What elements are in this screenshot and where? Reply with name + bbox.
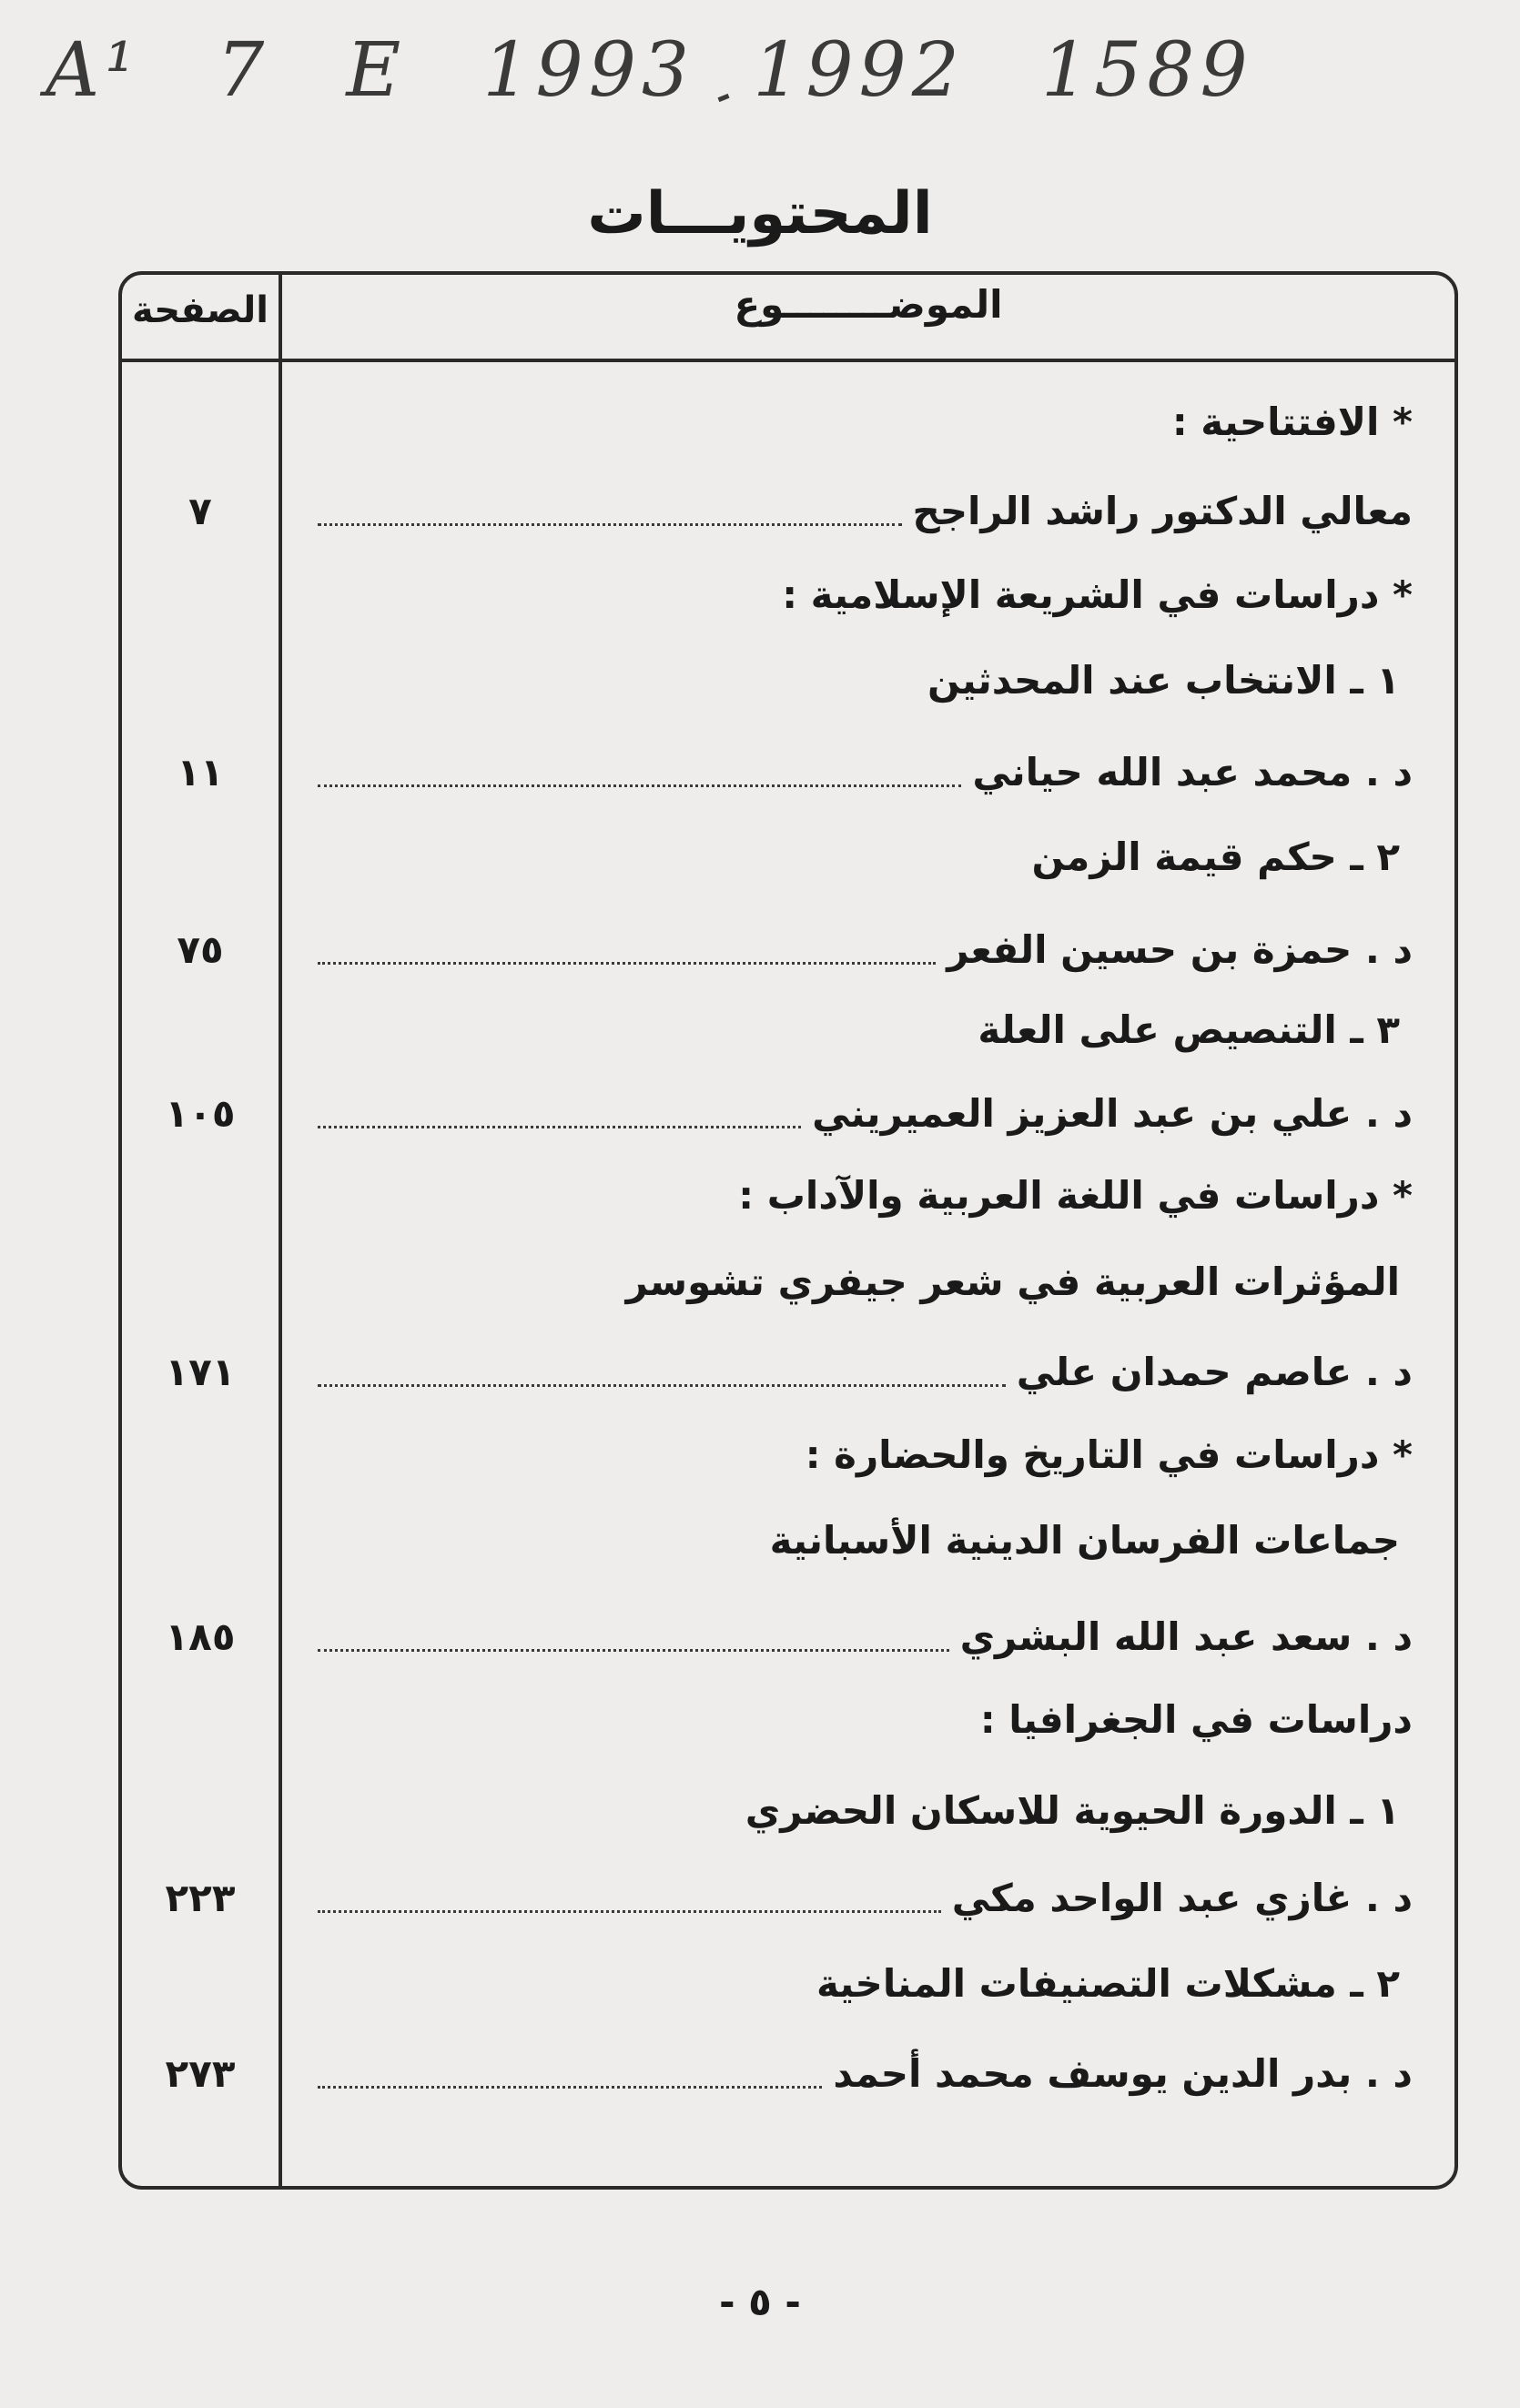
annotation-year-old: 1992	[753, 27, 965, 114]
page-number: ١٠٥	[165, 1091, 236, 1136]
toc-section-heading: دراسات في الجغرافيا :	[979, 1697, 1413, 1742]
page-number: ١٨٥	[165, 1614, 236, 1659]
page-title: المحتويـــات	[587, 180, 933, 248]
toc-section-heading: * دراسات في الشريعة الإسلامية :	[782, 572, 1413, 617]
toc-article-title: المؤثرات العربية في شعر جيفري تشوسر	[625, 1260, 1400, 1304]
dot-leader	[318, 784, 961, 787]
table-of-contents	[118, 271, 1458, 2190]
dot-leader	[318, 1126, 801, 1128]
header-topic-label: الموضــــــــوع	[734, 282, 1003, 327]
toc-article-title: جماعات الفرسان الدينية الأسبانية	[769, 1518, 1400, 1563]
author-name: د . بدر الدين يوسف محمد أحمد	[833, 2051, 1413, 2096]
header-divider	[122, 359, 1454, 362]
toc-article-title: ١ ـ الدورة الحيوية للاسكان الحضري	[745, 1788, 1400, 1833]
toc-author-line	[318, 921, 1413, 979]
page-number: ٢٧٣	[165, 2051, 236, 2096]
annotation-letter: E	[346, 27, 407, 114]
annotation-ref: 1589	[1040, 27, 1253, 114]
page-number: ٧	[188, 489, 212, 533]
toc-author-line	[318, 1869, 1413, 1927]
toc-author-line	[318, 1343, 1413, 1401]
dot-leader	[318, 1384, 1006, 1387]
toc-author-line	[318, 2045, 1413, 2103]
page-number: ٧٥	[177, 927, 224, 972]
toc-article-title: ٢ ـ مشكلات التصنيفات المناخية	[816, 1961, 1400, 2006]
toc-author-line	[318, 1085, 1413, 1143]
author-name: د . محمد عبد الله حياني	[972, 750, 1413, 794]
dot-leader	[318, 962, 936, 965]
annotation-number: 7	[217, 27, 270, 114]
annotation-year-new: 1993	[482, 27, 695, 114]
author-name: د . حمزة بن حسين الفعر	[947, 927, 1413, 972]
page-number: ٢٢٣	[165, 1876, 236, 1920]
header-page-label: الصفحة	[131, 289, 269, 331]
toc-article-title: ٢ ـ حكم قيمة الزمن	[1031, 835, 1400, 879]
toc-article-title: ٣ ـ التنصيص على العلة	[978, 1007, 1400, 1052]
author-name: د . عاصم حمدان علي	[1016, 1350, 1413, 1394]
handwritten-annotation	[46, 27, 1253, 114]
footer-page-number: - ٥ -	[719, 2280, 801, 2324]
toc-author-line	[318, 744, 1413, 802]
page-number: ١١	[177, 750, 224, 794]
annotation-code: A¹	[46, 27, 141, 114]
toc-author-line	[318, 1608, 1413, 1666]
page-number: ١٧١	[165, 1350, 236, 1394]
author-name: معالي الدكتور راشد الراجح	[912, 489, 1413, 533]
author-name: د . غازي عبد الواحد مكي	[951, 1876, 1413, 1920]
column-divider	[279, 275, 282, 2186]
toc-section-heading: * الافتتاحية :	[1171, 400, 1413, 444]
dot-leader	[318, 1910, 941, 1913]
toc-author-line	[318, 482, 1413, 541]
author-name: د . علي بن عبد العزيز العميريني	[812, 1091, 1413, 1136]
dot-leader	[318, 2086, 822, 2089]
dot-leader	[318, 1649, 949, 1652]
author-name: د . سعد عبد الله البشري	[959, 1614, 1413, 1659]
toc-article-title: ١ ـ الانتخاب عند المحدثين	[927, 658, 1400, 703]
toc-section-heading: * دراسات في اللغة العربية والآداب :	[738, 1173, 1413, 1218]
toc-section-heading: * دراسات في التاريخ والحضارة :	[805, 1432, 1413, 1477]
dot-leader	[318, 523, 902, 526]
